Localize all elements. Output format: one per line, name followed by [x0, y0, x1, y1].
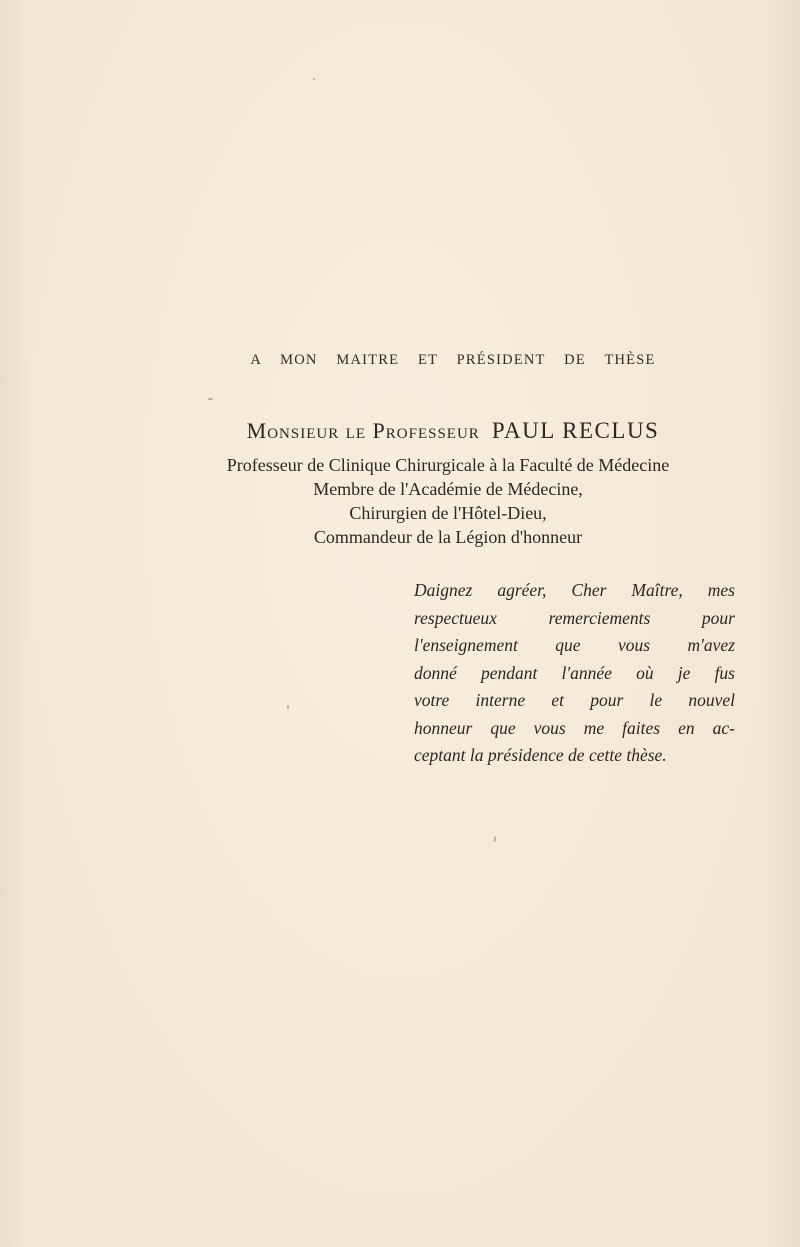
- letter-line: donné pendant l'année où je fus: [414, 662, 735, 683]
- letter-line: Daignez agréer, Cher Maître, mes: [414, 580, 735, 600]
- dedicatee-name: PAUL RECLUS: [491, 418, 660, 443]
- paper-speck: [287, 705, 289, 709]
- letter-line: l'enseignement que vous m'avez: [414, 635, 735, 655]
- paper-speck: [313, 78, 315, 80]
- dedicatee-heading: [0, 418, 800, 444]
- dedication-letter: [414, 577, 735, 770]
- paper-speck: [494, 836, 496, 842]
- letter-line: votre interne et pour le nouvel: [414, 690, 735, 710]
- title-line: Commandeur de la Légion d'honneur: [313, 527, 583, 547]
- letter-line: honneur que vous me faites en ac-: [414, 717, 735, 738]
- paper-speck: [208, 398, 213, 400]
- dedicatee-prefix: Monsieur le Professeur: [246, 418, 480, 443]
- dedicatee-titles: [0, 453, 800, 549]
- dedication-line: A MON MAITRE ET PRÉSIDENT DE THÈSE: [250, 352, 656, 368]
- letter-line: respectueux remerciements pour: [414, 607, 735, 628]
- title-line: Professeur de Clinique Chirurgicale à la Faculté de Médecine: [226, 455, 670, 475]
- title-line: Membre de l'Académie de Médecine,: [313, 479, 583, 499]
- title-line: Chirurgien de l'Hôtel-Dieu,: [349, 503, 547, 523]
- letter-line: ceptant la présidence de cette thèse.: [414, 745, 667, 765]
